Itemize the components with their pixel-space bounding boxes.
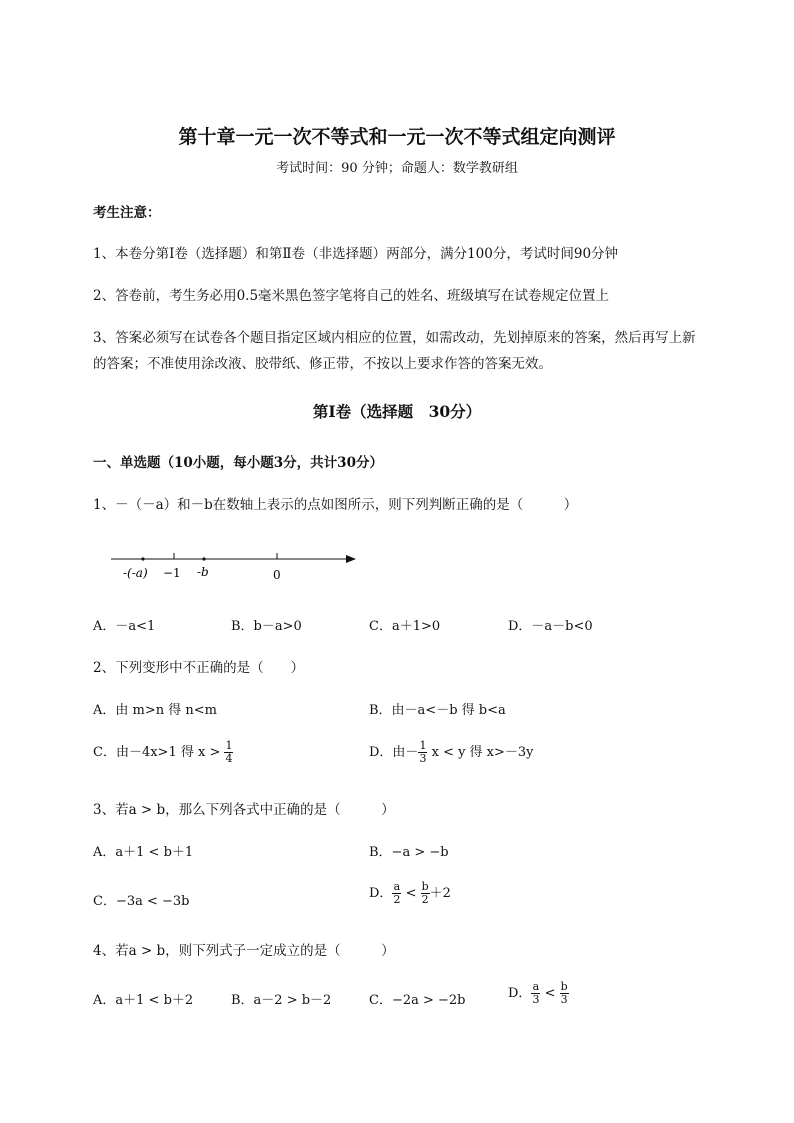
fraction-denominator: 3: [532, 993, 540, 1006]
q2-option-d-prefix: D．由－: [369, 745, 419, 760]
q3-option-c: C．−3a < −3b: [93, 894, 190, 909]
q1-option-c: C．a＋1>0: [369, 619, 441, 634]
q4-option-d-fraction-b: [560, 981, 569, 1006]
q2-option-a: A．由 m>n 得 n<m: [93, 703, 217, 718]
q2-option-b: B．由－a<－b 得 b<a: [369, 703, 506, 718]
fraction-numerator: a: [393, 880, 401, 893]
number-line-figure: [105, 545, 365, 585]
q2-option-d-fraction: [418, 740, 427, 765]
fraction-numerator: 1: [225, 739, 233, 752]
q4-stem: 4、若a > b，则下列式子一定成立的是（ ）: [93, 943, 395, 959]
q1-stem: 1、－（－a）和－b在数轴上表示的点如图所示，则下列判断正确的是（ ）: [93, 497, 578, 513]
point-neg-neg-a: [141, 557, 144, 560]
less-than-sign: <: [544, 986, 556, 1001]
note-item-3-cont: 的答案；不准使用涂改液、胶带纸、修正带，不按以上要求作答的答案无效。: [93, 356, 552, 372]
fraction-numerator: a: [532, 980, 540, 993]
q4-option-d: [508, 981, 569, 1006]
notes-heading: 考生注意：: [93, 205, 161, 221]
fraction-denominator: 2: [421, 893, 429, 906]
fraction-denominator: 2: [393, 893, 401, 906]
q3-option-d: [369, 881, 451, 906]
q4-option-a: A．a＋1 < b＋2: [93, 993, 194, 1008]
fraction-numerator: b: [421, 880, 429, 893]
q1-option-a: A．－a<1: [93, 619, 156, 634]
point-neg-b: [202, 557, 205, 560]
q3-option-d-fraction-b: [421, 881, 430, 906]
q2-option-c-fraction: [224, 740, 233, 765]
label-neg-b: -b: [197, 565, 209, 579]
fraction-denominator: 4: [225, 752, 233, 765]
exam-subtitle: 考试时间：90 分钟；命题人：数学教研组: [276, 161, 518, 176]
q3-option-d-tail: ＋2: [429, 886, 451, 901]
fraction-numerator: 1: [419, 739, 427, 752]
fraction-denominator: 3: [419, 752, 427, 765]
q2-option-c: [93, 740, 233, 765]
label-neg-neg-a: -(-a): [123, 566, 148, 580]
q4-option-c: C．−2a > −2b: [369, 993, 466, 1008]
q3-stem: 3、若a > b，那么下列各式中正确的是（ ）: [93, 802, 395, 818]
q4-option-b: B．a－2 > b－2: [231, 993, 332, 1008]
fraction-numerator: b: [560, 980, 568, 993]
fraction-denominator: 3: [560, 993, 568, 1006]
q1-option-b: B．b－a>0: [231, 619, 302, 634]
q3-option-a: A．a＋1 < b＋1: [93, 845, 194, 860]
q1-option-d: D．－a－b<0: [508, 619, 593, 634]
note-item-2: 2、答卷前，考生务必用0.5毫米黑色签字笔将自己的姓名、班级填写在试卷规定位置上: [93, 288, 610, 304]
exam-title: 第十章一元一次不等式和一元一次不等式组定向测评: [178, 126, 616, 148]
note-item-3: 3、答案必须写在试卷各个题目指定区域内相应的位置，如需改动，先划掉原来的答案，然后再写上新: [93, 330, 696, 346]
q2-option-d-suffix: x < y 得 x>－3y: [431, 745, 534, 760]
q4-option-d-label: D．: [508, 986, 532, 1001]
note-item-1: 1、本卷分第Ⅰ卷（选择题）和第Ⅱ卷（非选择题）两部分，满分100分，考试时间90分钟: [93, 246, 619, 262]
label-zero: 0: [273, 568, 281, 582]
section-title: 第Ⅰ卷（选择题 30分）: [312, 402, 482, 421]
q2-option-c-text: C．由－4x>1 得 x >: [93, 745, 221, 760]
q3-option-d-fraction-a: [392, 881, 401, 906]
q4-option-d-fraction-a: [531, 981, 540, 1006]
part-title: 一、单选题（10小题，每小题3分，共计30分）: [93, 455, 383, 471]
label-neg-one: −1: [163, 566, 181, 580]
q2-option-d: [369, 740, 534, 765]
less-than-sign: <: [405, 886, 417, 901]
q3-option-d-label: D．: [369, 886, 393, 901]
q2-stem: 2、下列变形中不正确的是（ ）: [93, 660, 305, 676]
q3-option-b: B．−a > −b: [369, 845, 449, 860]
